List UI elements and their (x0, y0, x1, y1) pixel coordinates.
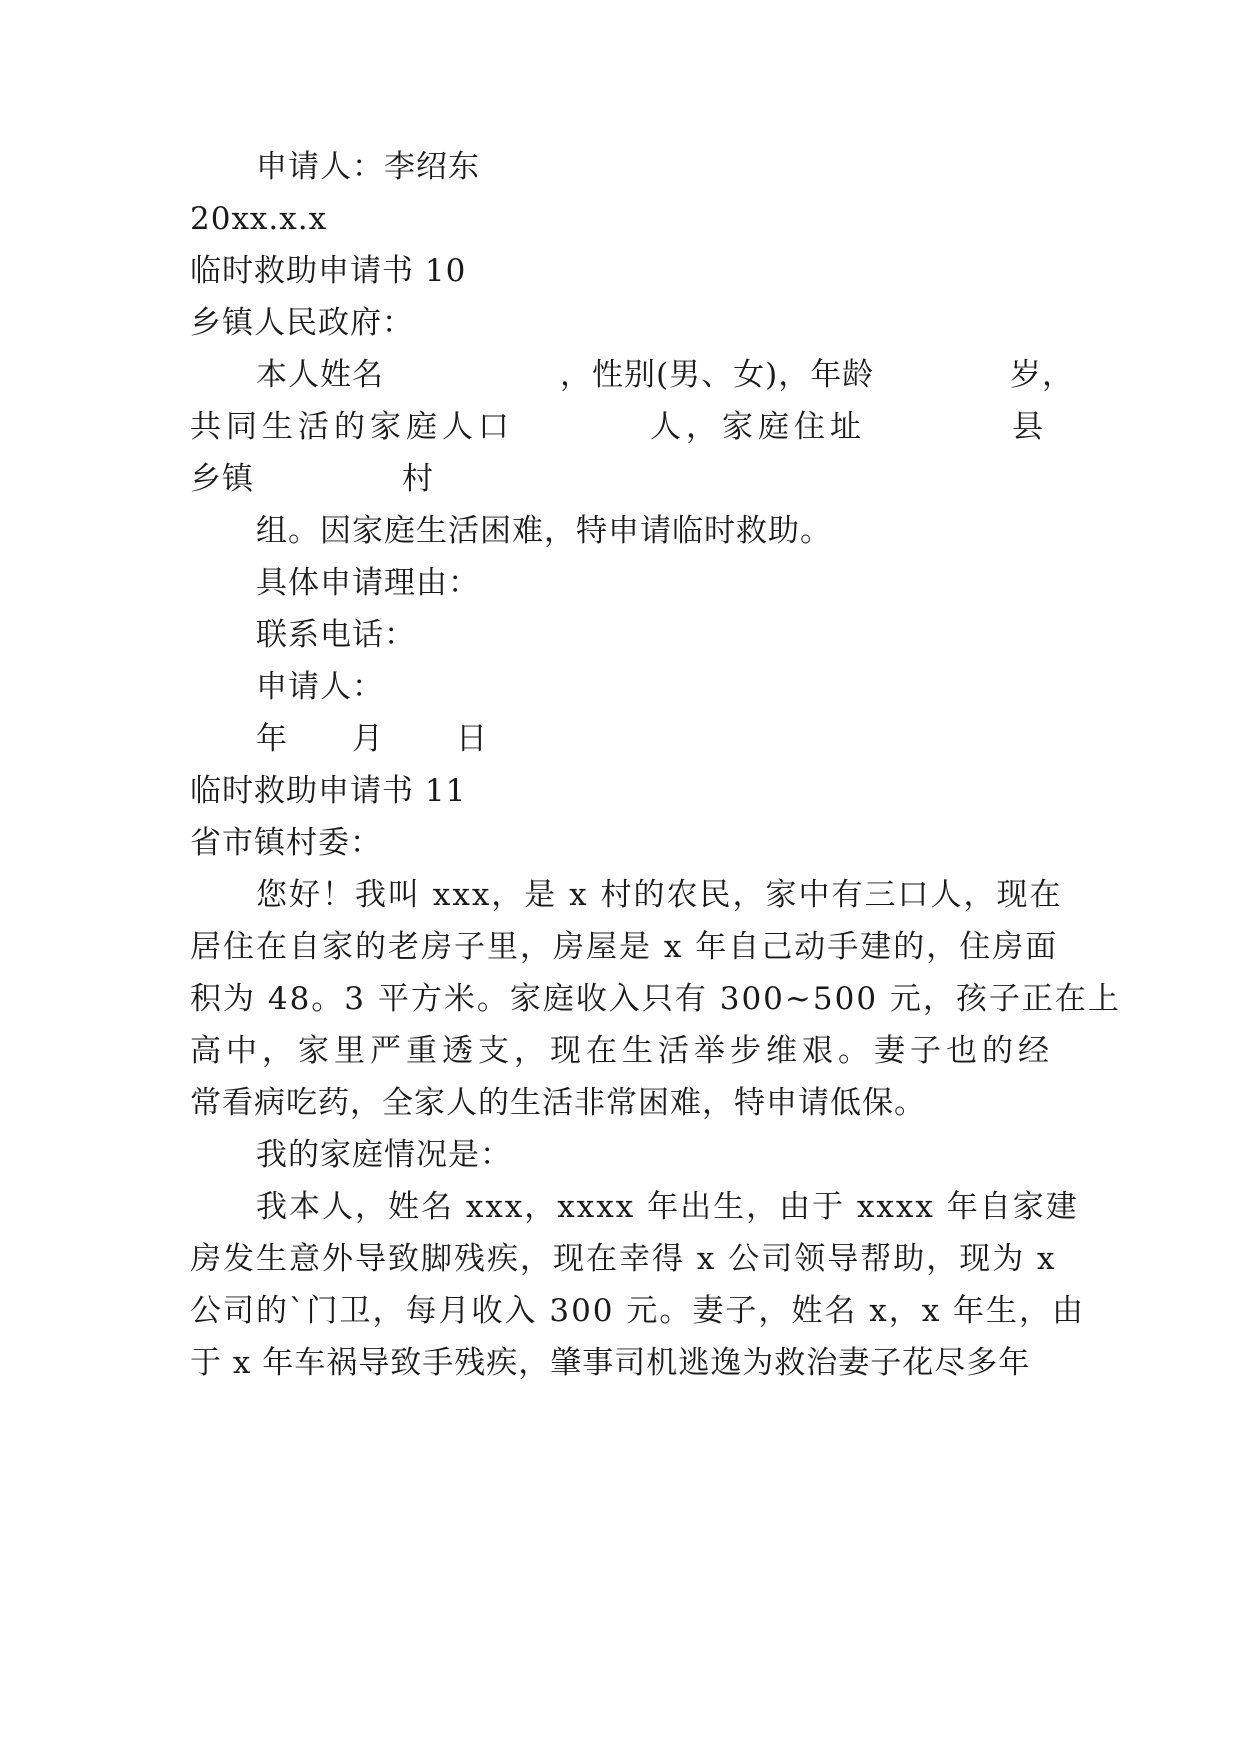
addressee-line: 乡镇人民政府： (190, 305, 414, 341)
body-paragraph-line: 公司的`门卫，每月收入 300 元。妻子，姓名 x，x 年生，由 (190, 1293, 1086, 1329)
form-specific-reason-label: 具体申请理由： (256, 565, 480, 601)
form-age-unit: 岁， (1010, 357, 1074, 393)
body-paragraph-line: 我本人，姓名 xxx，xxxx 年出生，由于 xxxx 年自家建 (256, 1189, 1079, 1225)
form-address-label: 人，家庭住址 (650, 409, 866, 445)
section-title-11: 临时救助申请书 11 (190, 773, 467, 809)
body-paragraph-line: 积为 48。3 平方米。家庭收入只有 300~500 元，孩子正在上 (190, 981, 1121, 1017)
form-month-label: 月 (352, 721, 384, 757)
form-name-label: 本人姓名 (256, 357, 384, 393)
family-situation-heading: 我的家庭情况是： (256, 1137, 512, 1173)
form-gender-age-label: ，性别(男、女)，年龄 (560, 357, 875, 393)
body-paragraph-line: 常看病吃药，全家人的生活非常困难，特申请低保。 (190, 1085, 926, 1121)
date-line: 20xx.x.x (190, 201, 328, 237)
body-paragraph-line: 高中，家里严重透支，现在生活举步维艰。妻子也的经 (190, 1033, 1054, 1069)
form-reason-statement: 组。因家庭生活困难，特申请临时救助。 (256, 513, 832, 549)
form-day-label: 日 (456, 721, 488, 757)
form-village-label: 村 (402, 461, 434, 497)
body-paragraph-line: 房发生意外导致脚残疾，现在幸得 x 公司领导帮助，现为 x (190, 1241, 1057, 1277)
section-title-10: 临时救助申请书 10 (190, 253, 467, 289)
applicant-signature-line: 申请人：李绍东 (256, 149, 480, 185)
body-paragraph-line: 于 x 年车祸导致手残疾，肇事司机逃逸为救治妻子花尽多年 (190, 1345, 1031, 1381)
form-phone-label: 联系电话： (256, 617, 416, 653)
form-town-label: 乡镇 (190, 461, 254, 497)
form-county-label: 县 (1012, 409, 1044, 445)
form-year-label: 年 (256, 721, 288, 757)
body-paragraph-line: 居住在自家的老房子里，房屋是 x 年自己动手建的，住房面 (190, 929, 1059, 965)
addressee-line-2: 省市镇村委： (190, 825, 382, 861)
form-household-label: 共同生活的家庭人口 (190, 409, 514, 445)
form-applicant-label: 申请人： (256, 669, 384, 705)
body-paragraph-line: 您好！我叫 xxx，是 x 村的农民，家中有三口人，现在 (256, 877, 1063, 913)
